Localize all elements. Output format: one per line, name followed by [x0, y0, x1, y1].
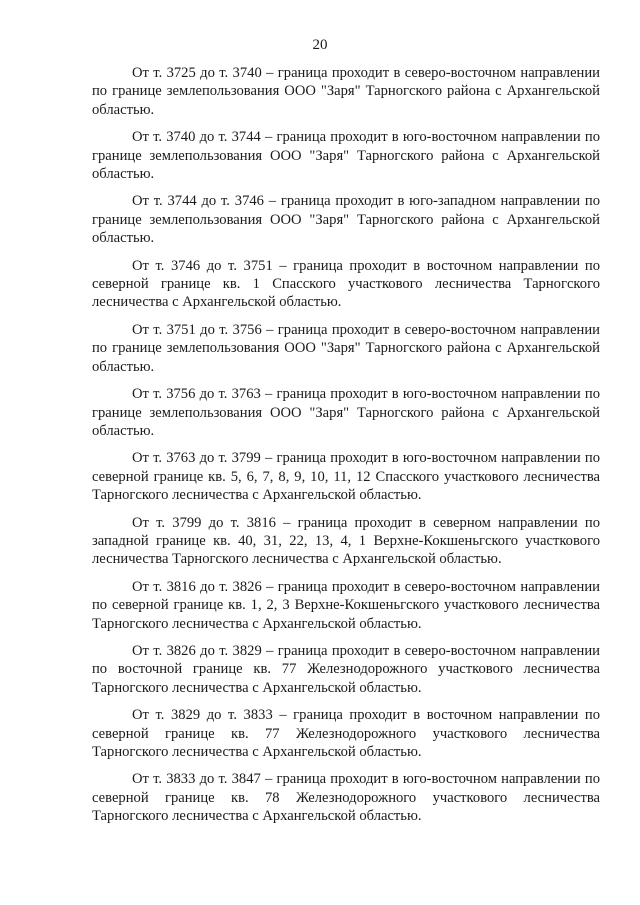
paragraph: От т. 3725 до т. 3740 – граница проходит в северо-восточном направлении по границе землепользования ООО "Заря" Тарногского района с Архангельской областью.: [92, 65, 600, 118]
paragraph: От т. 3751 до т. 3756 – граница проходит в северо-восточном направлении по границе землепользования ООО "Заря" Тарногского района с Архангельской областью.: [92, 321, 600, 375]
paragraph: От т. 3826 до т. 3829 – граница проходит в северо-восточном направлении по восточной границе кв. 77 Железнодорожного участкового лесничества Тарногского лесничества с Архангельской областью.: [92, 642, 600, 696]
paragraph: От т. 3744 до т. 3746 – граница проходит в юго-западном направлении по границе землепользования ООО "Заря" Тарногского района с Архангельской областью.: [92, 193, 600, 247]
paragraph: От т. 3763 до т. 3799 – граница проходит в юго-восточном направлении по северной границе кв. 5, 6, 7, 8, 9, 10, 11, 12 Спасского участкового лесничества Тарногского лесничества с Архангельской областью.: [92, 450, 600, 504]
paragraph: От т. 3799 до т. 3816 – граница проходит в северном направлении по западной границе кв. 40, 31, 22, 13, 4, 1 Верхне-Кокшеньгского участкового лесничества Тарногского лесничества с Архангельской областью.: [92, 514, 600, 568]
paragraph: От т. 3816 до т. 3826 – граница проходит в северо-восточном направлении по северной границе кв. 1, 2, 3 Верхне-Кокшеньгского участкового лесничества Тарногского лесничества с Архангельской областью.: [92, 578, 600, 632]
paragraph: От т. 3756 до т. 3763 – граница проходит в юго-восточном направлении по границе землепользования ООО "Заря" Тарногского района с Архангельской областью.: [92, 386, 600, 439]
paragraph: От т. 3833 до т. 3847 – граница проходит в юго-восточном направлении по северной границе кв. 78 Железнодорожного участкового лесничества Тарногского лесничества с Архангельской областью.: [92, 771, 600, 825]
paragraph: От т. 3746 до т. 3751 – граница проходит в восточном направлении по северной границе кв. 1 Спасского участкового лесничества Тарногского лесничества с Архангельской областью.: [92, 257, 600, 311]
paragraph: От т. 3740 до т. 3744 – граница проходит в юго-восточном направлении по границе землепользования ООО "Заря" Тарногского района с Архангельской областью.: [92, 129, 600, 183]
page-number: 20: [312, 37, 328, 53]
document-body: [92, 64, 600, 835]
paragraph: От т. 3829 до т. 3833 – граница проходит в восточном направлении по северной границе кв. 77 Железнодорожного участкового лесничества Тарногского лесничества с Архангельской областью.: [92, 707, 600, 760]
